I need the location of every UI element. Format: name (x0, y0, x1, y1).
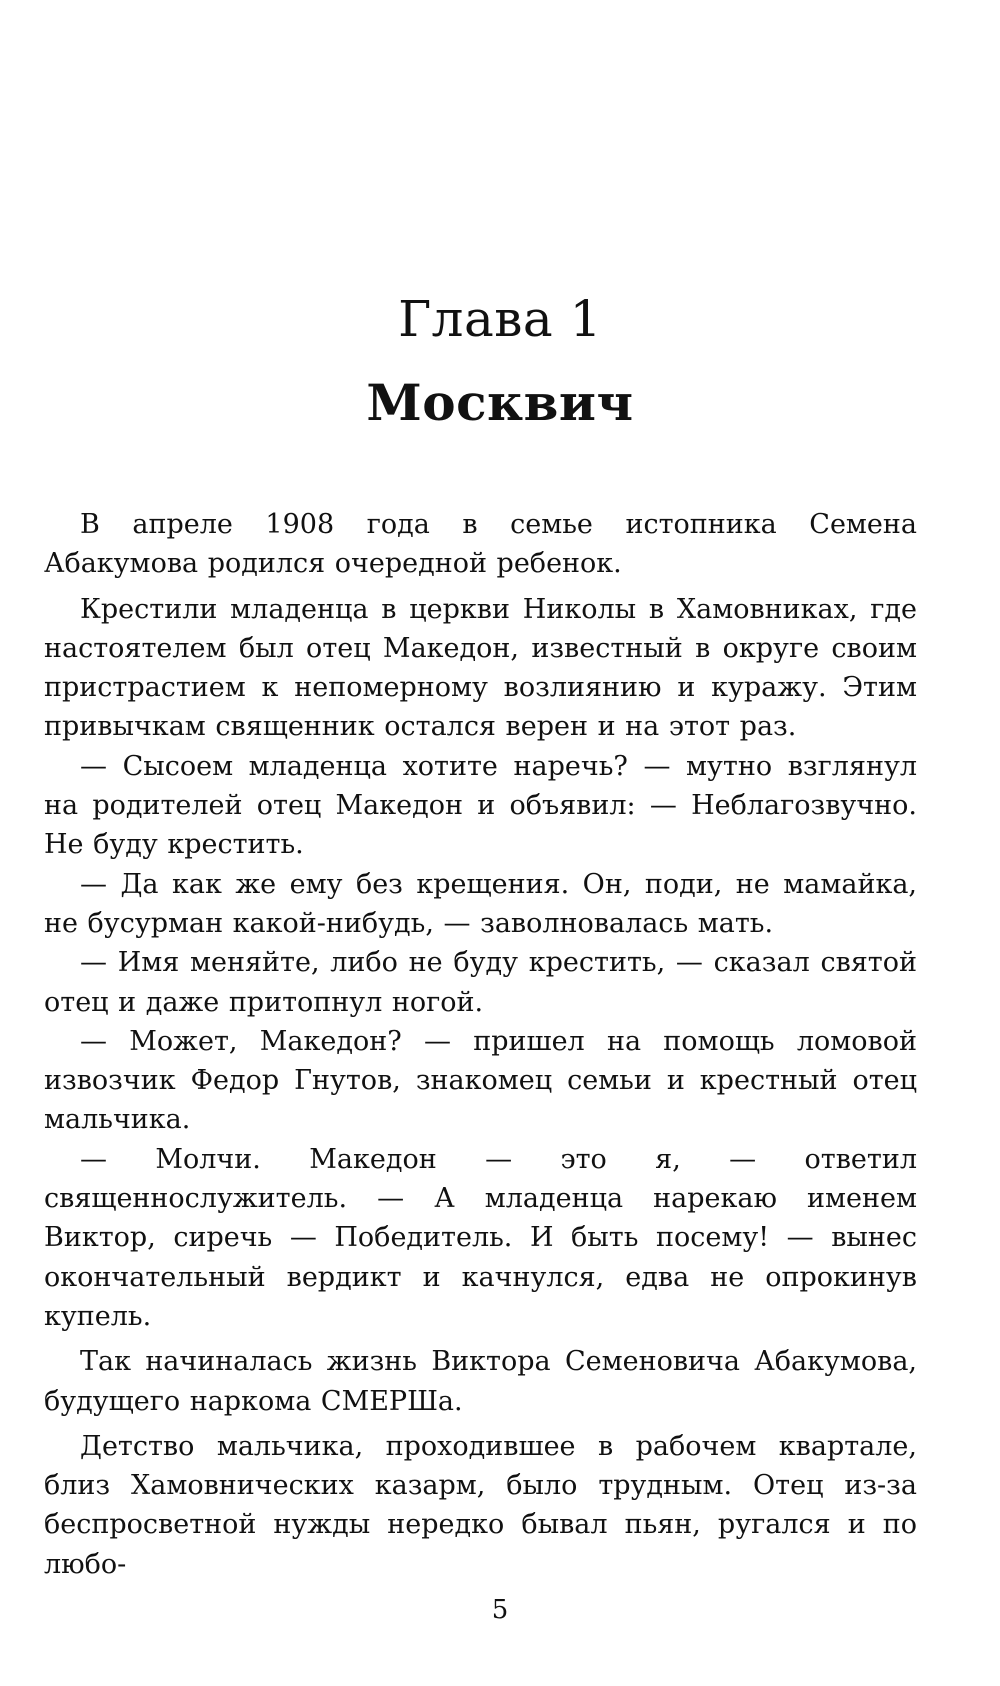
page-number: 5 (491, 1595, 509, 1625)
chapter-title: Москвич (366, 373, 634, 432)
paragraph: Детство мальчика, проходившее в рабочем квартале, близ Хамовнических казарм, было трудным. Отец из-за беспросветной нужды нередко бывал пьян, ругался и по любо- (44, 1430, 917, 1580)
paragraph: Крестили младенца в церкви Николы в Хамовниках, где настоятелем был отец Македон, известный в округе своим пристрастием к непомерному возлиянию и куражу. Этим привычкам священник остался верен и на этот раз. (44, 593, 917, 743)
paragraph: В апреле 1908 года в семье истопника Семена Абакумова родился очередной ребенок. (44, 509, 917, 580)
paragraph: — Да как же ему без крещения. Он, поди, не мамайка, не бусурман какой-нибудь, — заволновалась мать. (44, 868, 917, 939)
body-text (44, 505, 917, 1584)
paragraph: — Молчи. Македон — это я, — ответил священнослужитель. — А младенца нарекаю именем Виктор, сиречь — Победитель. И быть посему! — вынес окончательный вердикт и качнулся, едва не опрокинув купель. (44, 1143, 917, 1332)
paragraph: — Сысоем младенца хотите наречь? — мутно взглянул на родителей отец Македон и объявил: — Неблагозвучно. Не буду крестить. (44, 750, 917, 861)
paragraph: Так начиналась жизнь Виктора Семеновича Абакумова, будущего наркома СМЕРШа. (44, 1346, 917, 1417)
paragraph: — Имя меняйте, либо не буду крестить, — сказал святой отец и даже притопнул ногой. (44, 947, 917, 1018)
paragraph: — Может, Македон? — пришел на помощь ломовой извозчик Федор Гнутов, знакомец семьи и крестный отец мальчика. (44, 1025, 917, 1136)
chapter-number: Глава 1 (398, 290, 602, 348)
